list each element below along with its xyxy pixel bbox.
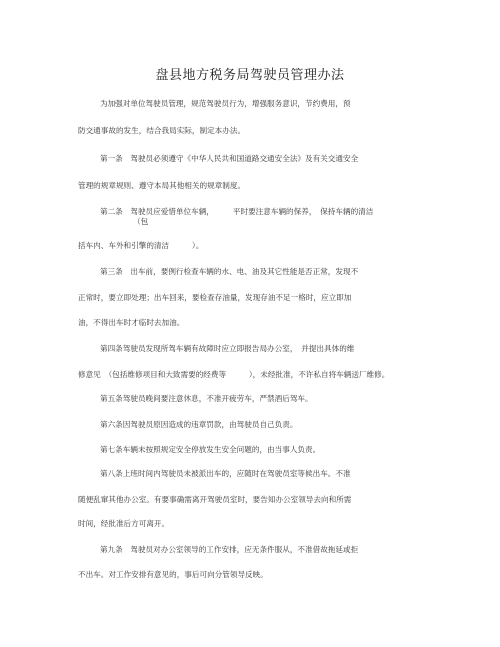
article-1-line: 管理的规章规则、遵守本局其他相关的规章制度。 <box>78 181 246 190</box>
article-2-line: （包 <box>133 217 149 226</box>
article-2-line: 括车内、车外和引擎的清洁 ）。 <box>78 241 204 250</box>
article-2-line: 第二条 驾驶员应爱惜单位车辆， 平时要注意车辆的保养， 保持车辆的清洁 <box>100 207 374 216</box>
article-7-line: 第七条车辆未按照规定安全停放发生安全问题的，由当事人负责。 <box>100 445 321 454</box>
paragraph-line: 防交通事故的发生，结合我局实际，制定本办法。 <box>78 126 246 135</box>
article-8-line: 随便乱窜其他办公室。有要事确需离开驾驶员室时，要告知办公室领导去向和所需 <box>78 495 352 504</box>
article-3-line: 正常时，要立即处理；出车回来，要检查存油量，发现存油不足一格时，应立即加 <box>78 293 352 302</box>
paragraph-line: 为加强对单位驾驶员管理，规范驾驶员行为，增强服务意识，节约费用，预 <box>100 99 351 108</box>
article-8-line: 时间，经批准后方可离开。 <box>78 519 170 528</box>
article-3-line: 油，不得出车时才临时去加油。 <box>78 318 185 327</box>
article-4-line: 修意见 （包括维修项目和大致需要的经费等 ），未经批准，不许私自将车辆送厂维修。 <box>78 370 390 379</box>
article-8-line: 第八条上班时间内驾驶员未被派出车的，应随时在驾驶员室等候出车。不准 <box>100 469 351 478</box>
article-6-line: 第六条因驾驶员原因造成的违章罚款，由驾驶员自己负责。 <box>100 420 298 429</box>
article-3-line: 第三条 出车前，要例行检查车辆的水、电、油及其它性能是否正常，发现不 <box>100 267 359 276</box>
article-5-line: 第五条驾驶员晚间要注意休息，不准开疲劳车，严禁酒后驾车。 <box>100 394 313 403</box>
article-9-line: 不出车。对工作安排有意见的，事后可向分管领导反映。 <box>78 570 268 579</box>
article-1-line: 第一条 驾驶员必须遵守《中华人民共和国道路交通安全法》及有关交通安全 <box>100 154 359 163</box>
article-4-line: 第四条驾驶员发现所驾车辆有故障时应立即报告局办公室， 并提出具体的维 <box>100 344 355 353</box>
article-9-line: 第九条 驾驶员对办公室领导的工作安排，应无条件服从，不准借故拖延或拒 <box>100 545 359 554</box>
document-title: 盘县地方税务局驾驶员管理办法 <box>155 68 345 83</box>
